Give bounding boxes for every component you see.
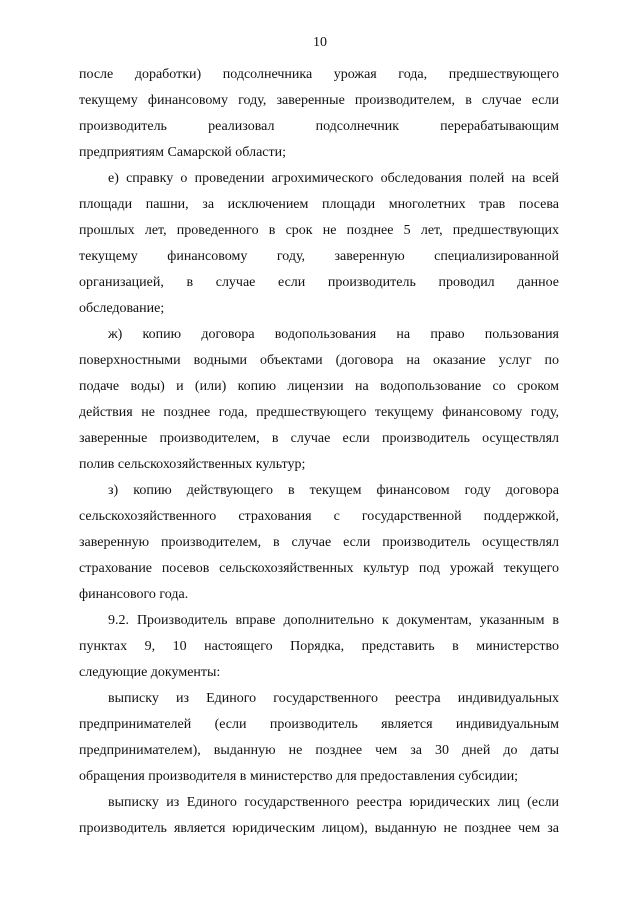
text-line: предприятиям Самарской области; <box>79 145 286 160</box>
text-line: обследование; <box>79 301 165 316</box>
text-line: после доработки) подсолнечника урожая года, предшествующего <box>79 67 559 82</box>
text-line: предпринимателем), выданную не позднее чем за 30 дней до даты <box>79 743 559 758</box>
text-line: производитель является юридическим лицом), выданную не позднее чем за <box>79 821 559 836</box>
text-line: поверхностными водными объектами (договора на оказание услуг по <box>79 353 559 368</box>
text-line: сельскохозяйственного страхования с государственной поддержкой, <box>79 509 559 524</box>
text-line: заверенную производителем, в случае если производитель осуществлял <box>79 535 559 550</box>
paragraph-sunflower-sales <box>79 62 559 166</box>
page-body <box>79 62 559 842</box>
text-line: прошлых лет, проведенного в срок не позднее 5 лет, предшествующих <box>79 223 559 238</box>
text-line: текущему финансовому году, заверенную специализированной <box>79 249 559 264</box>
paragraph-extract-egrul <box>79 790 559 842</box>
paragraph-item-e <box>79 166 559 322</box>
text-line: площади пашни, за исключением площади многолетних трав посева <box>79 197 559 212</box>
text-line: организацией, в случае если производитель проводил данное <box>79 275 559 290</box>
text-line: подаче воды) и (или) копию лицензии на водопользование со сроком <box>79 379 559 394</box>
text-line: обращения производителя в министерство для предоставления субсидии; <box>79 769 519 784</box>
text-line: действия не позднее года, предшествующего текущему финансовому году, <box>79 405 559 420</box>
text-line: выписку из Единого государственного реестра юридических лиц (если <box>108 795 559 810</box>
paragraph-item-z <box>79 478 559 608</box>
text-line: заверенные производителем, в случае если производитель осуществлял <box>79 431 559 446</box>
text-line: выписку из Единого государственного реестра индивидуальных <box>108 691 559 706</box>
paragraph-item-zh <box>79 322 559 478</box>
text-line: производитель реализовал подсолнечник перерабатывающим <box>79 119 559 134</box>
text-line: следующие документы: <box>79 665 221 680</box>
text-line: страхование посевов сельскохозяйственных культур под урожай текущего <box>79 561 559 576</box>
text-line: е) справку о проведении агрохимического обследования полей на всей <box>108 171 559 186</box>
text-line: текущему финансовому году, заверенные производителем, в случае если <box>79 93 559 108</box>
text-line: 9.2. Производитель вправе дополнительно к документам, указанным в <box>108 613 559 628</box>
text-line: пунктах 9, 10 настоящего Порядка, представить в министерство <box>79 639 559 654</box>
text-line: ж) копию договора водопользования на право пользования <box>108 327 559 342</box>
text-line: з) копию действующего в текущем финансовом году договора <box>108 483 559 498</box>
text-line: предпринимателей (если производитель является индивидуальным <box>79 717 559 732</box>
text-line: финансового года. <box>79 587 189 602</box>
page-number: 10 <box>313 35 327 50</box>
text-line: полив сельскохозяйственных культур; <box>79 457 306 472</box>
paragraph-section-9-2 <box>79 608 559 686</box>
paragraph-extract-egrip <box>79 686 559 790</box>
